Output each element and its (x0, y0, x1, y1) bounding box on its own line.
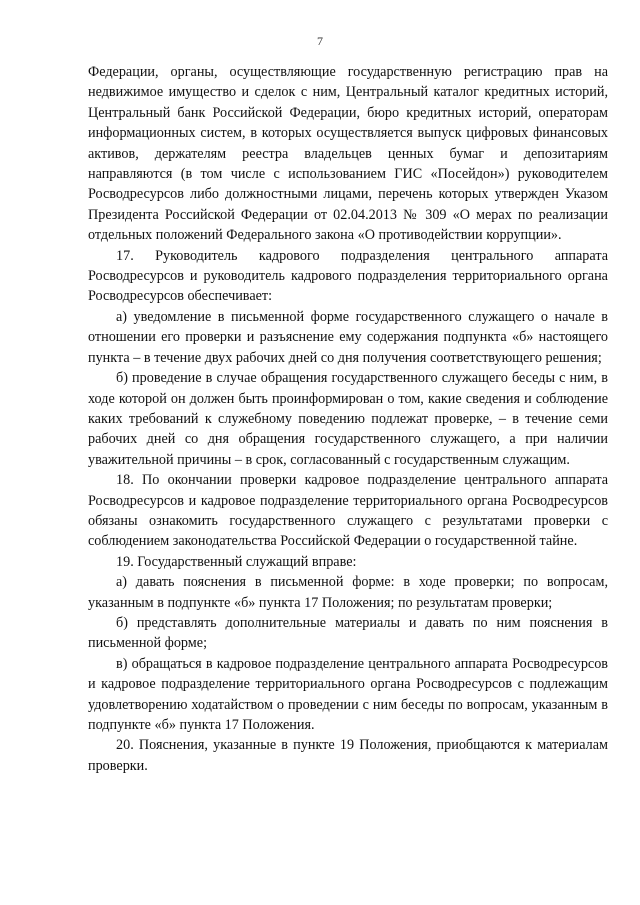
paragraph-item-17-b: б) проведение в случае обращения государственного служащего беседы с ним, в ходе которой он должен быть проинформирован о том, какие сведения и соблюдение каких требований к служебному поведению подлежат проверке, – в течение семи рабочих дней со дня обращения государственного служащего, а при наличии уважительной причины – в срок, согласованный с государственным служащим. (88, 370, 608, 468)
paragraph-item-19: 19. Государственный служащий вправе: (116, 553, 357, 570)
paragraph-item-17-a: а) уведомление в письменной форме государственного служащего о начале в отношении его проверки и разъяснение ему содержания подпункта «б» настоящего пункта – в течение двух рабочих дней со дня получения соответствующего решения; (88, 308, 608, 366)
paragraph-continuation: Федерации, органы, осуществляющие государственную регистрацию прав на недвижимое имущество и сделок с ним, Центральный каталог кредитных историй, Центральный банк Российской Федерации, бюро кредитных историй, операторам информационных систем, в которых осуществляется выпуск цифровых финансовых активов, держателям реестра владельцев ценных бумаг и депозитариям направляются (в том числе с использованием ГИС «Посейдон») руководителем Росводресурсов либо должностными лицами, перечень которых утвержден Указом Президента Российской Федерации от 02.04.2013 № 309 «О мерах по реализации отдельных положений Федерального закона «О противодействии коррупции». (88, 64, 608, 244)
paragraph-item-18: 18. По окончании проверки кадровое подразделение центрального аппарата Росводресурсов и кадровое подразделение территориального органа Росводресурсов обязаны ознакомить государственного служащего с результатами проверки с соблюдением законодательства Российской Федерации о государственной тайне. (88, 472, 608, 550)
paragraph-item-19-v: в) обращаться в кадровое подразделение центрального аппарата Росводресурсов и кадровое подразделение территориального органа Росводресурсов с подлежащим удовлетворению ходатайством о проведении с ним беседы по вопросам, указанным в подпункте «б» пункта 17 Положения. (88, 655, 608, 733)
document-body (88, 62, 608, 776)
paragraph-item-19-a: а) давать пояснения в письменной форме: в ходе проверки; по вопросам, указанным в подпункте «б» пункта 17 Положения; по результатам проверки; (88, 574, 608, 611)
paragraph-item-17: 17. Руководитель кадрового подразделения центрального аппарата Росводресурсов и руководитель кадрового подразделения территориального органа Росводресурсов обеспечивает: (88, 247, 608, 305)
page-number: 7 (317, 34, 323, 48)
paragraph-item-19-b: б) представлять дополнительные материалы и давать по ним пояснения в письменной форме; (88, 614, 608, 652)
paragraph-item-20: 20. Пояснения, указанные в пункте 19 Положения, приобщаются к материалам проверки. (88, 737, 608, 774)
